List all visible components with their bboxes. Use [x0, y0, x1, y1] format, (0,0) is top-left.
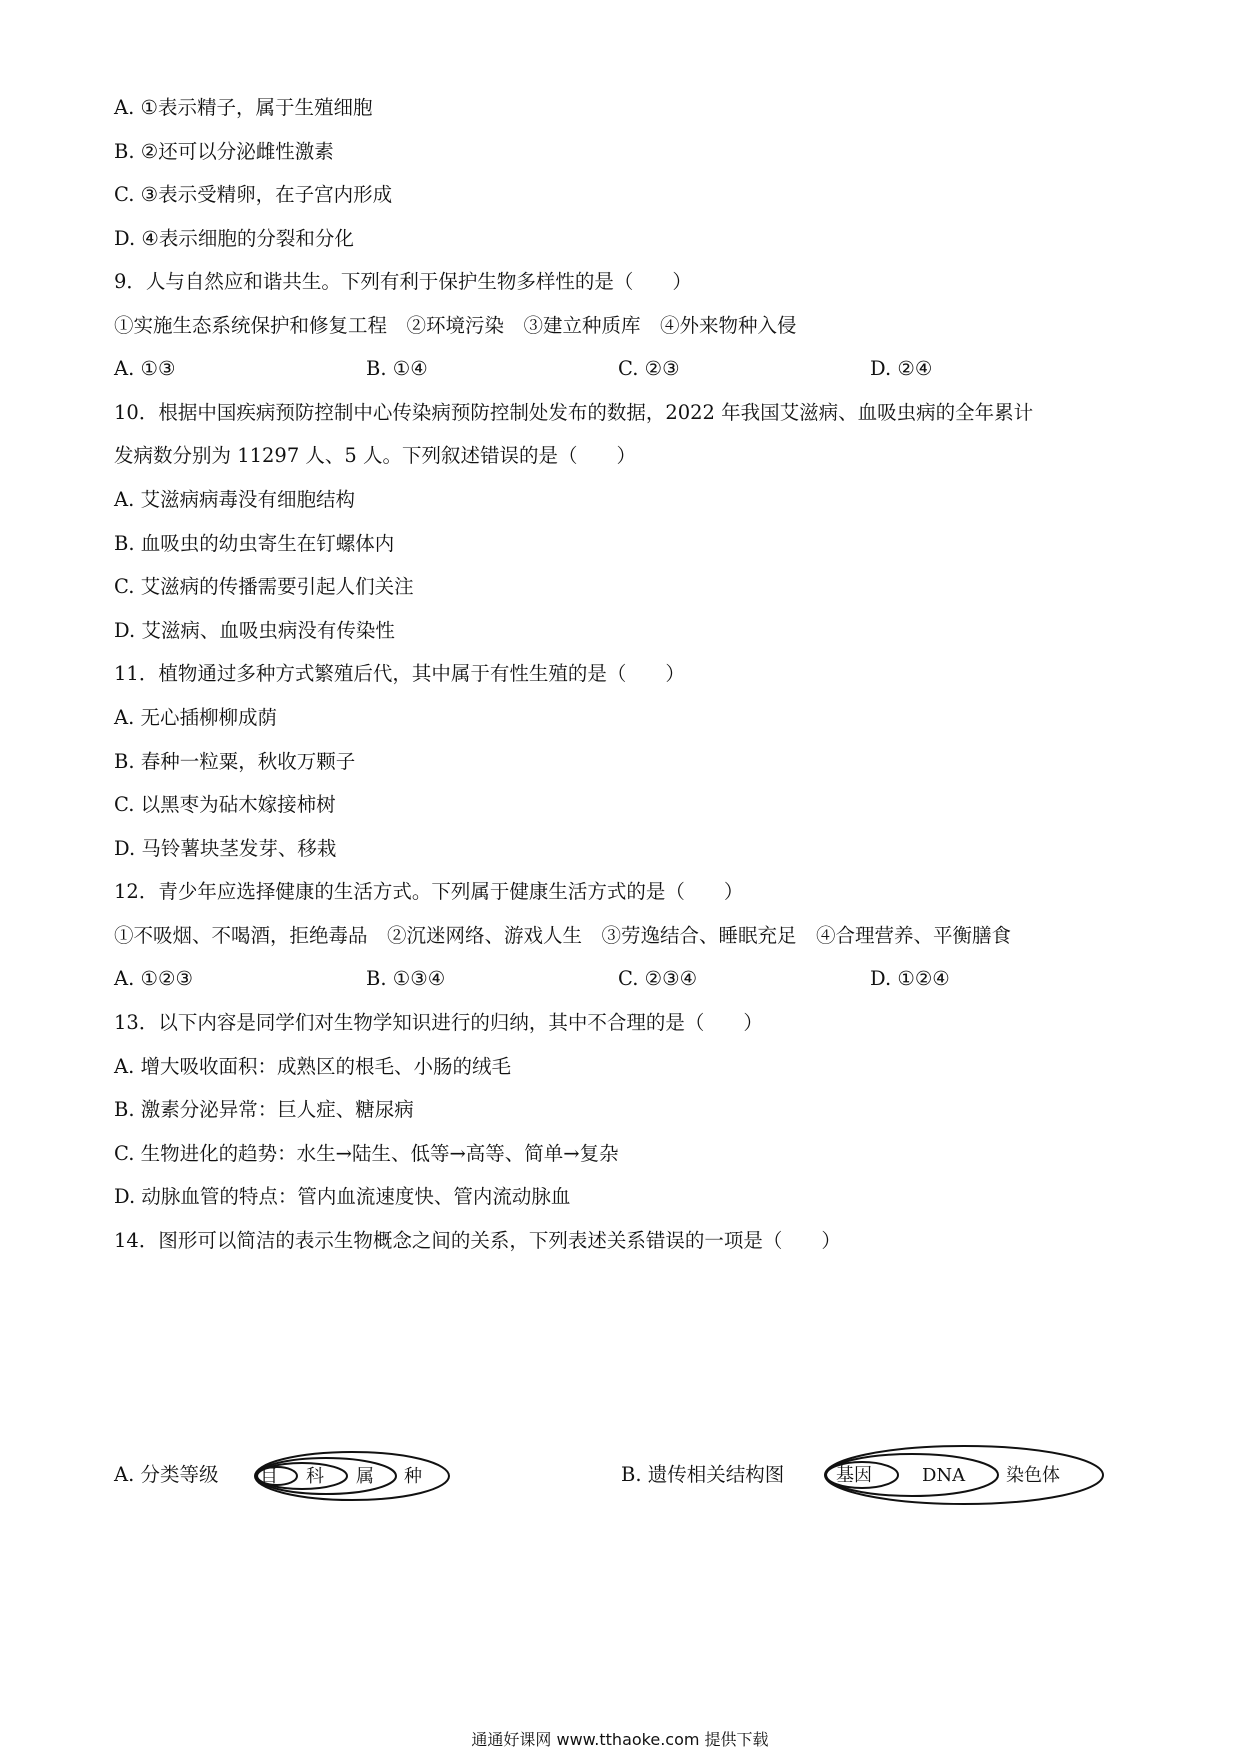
- node-gene: 基因: [836, 1465, 872, 1486]
- q8-option-b: B. ②还可以分泌雌性激素: [114, 140, 334, 163]
- q9-option-d: D. ②④: [870, 357, 933, 380]
- q13-option-c: C. 生物进化的趋势：水生→陆生、低等→高等、简单→复杂: [114, 1142, 619, 1165]
- q8-option-d: D. ④表示细胞的分裂和分化: [114, 227, 354, 250]
- q8-option-a: A. ①表示精子，属于生殖细胞: [114, 96, 373, 119]
- q8-option-c: C. ③表示受精卵，在子宫内形成: [114, 183, 393, 206]
- q13-option-d: D. 动脉血管的特点：管内血流速度快、管内流动脉血: [114, 1185, 571, 1208]
- q9-option-c: C. ②③: [618, 357, 680, 380]
- node-mu: 目: [260, 1466, 278, 1487]
- q12-option-b: B. ①③④: [366, 967, 446, 990]
- q13-option-a: A. 增大吸收面积：成熟区的根毛、小肠的绒毛: [114, 1055, 511, 1078]
- node-zhong: 种: [404, 1466, 422, 1487]
- q11-option-a: A. 无心插柳柳成荫: [114, 706, 277, 729]
- q14-option-a-label: A. 分类等级: [114, 1463, 219, 1486]
- q10-option-c: C. 艾滋病的传播需要引起人们关注: [114, 575, 414, 598]
- q14-option-a-diagram: [252, 1448, 452, 1508]
- q9-option-a: A. ①③: [114, 357, 176, 380]
- q12-option-a: A. ①②③: [114, 967, 193, 990]
- q11-stem: 11．植物通过多种方式繁殖后代，其中属于有性生殖的是（ ）: [114, 662, 685, 685]
- q13-option-b: B. 激素分泌异常：巨人症、糖尿病: [114, 1098, 414, 1121]
- q14-option-b-diagram: [822, 1442, 1106, 1512]
- q12-items: ①不吸烟、不喝酒，拒绝毒品 ②沉迷网络、游戏人生 ③劳逸结合、睡眠充足 ④合理营养、平衡膳食: [114, 924, 1012, 947]
- q12-option-d: D. ①②④: [870, 967, 950, 990]
- page-footer: 通通好课网 www.tthaoke.com 提供下载: [471, 1730, 769, 1749]
- node-shu: 属: [356, 1466, 374, 1487]
- q11-option-d: D. 马铃薯块茎发芽、移栽: [114, 837, 337, 860]
- q9-option-b: B. ①④: [366, 357, 428, 380]
- q10-stem-line1: 10．根据中国疾病预防控制中心传染病预防控制处发布的数据，2022 年我国艾滋病、血吸虫病的全年累计: [114, 401, 1034, 424]
- q12-option-c: C. ②③④: [618, 967, 698, 990]
- q14-option-b-label: B. 遗传相关结构图: [621, 1463, 785, 1486]
- q12-stem: 12．青少年应选择健康的生活方式。下列属于健康生活方式的是（ ）: [114, 880, 744, 903]
- q10-stem-line2: 发病数分别为 11297 人、5 人。下列叙述错误的是（ ）: [114, 444, 637, 467]
- q13-stem: 13．以下内容是同学们对生物学知识进行的归纳，其中不合理的是（ ）: [114, 1011, 763, 1034]
- q10-option-d: D. 艾滋病、血吸虫病没有传染性: [114, 619, 395, 642]
- node-chromosome: 染色体: [1006, 1465, 1060, 1486]
- node-ke: 科: [306, 1466, 324, 1487]
- q11-option-c: C. 以黑枣为砧木嫁接柿树: [114, 793, 336, 816]
- q9-stem: 9．人与自然应和谐共生。下列有利于保护生物多样性的是（ ）: [114, 270, 692, 293]
- q11-option-b: B. 春种一粒粟，秋收万颗子: [114, 750, 356, 773]
- q10-option-b: B. 血吸虫的幼虫寄生在钉螺体内: [114, 532, 395, 555]
- q14-stem: 14．图形可以简洁的表示生物概念之间的关系，下列表述关系错误的一项是（ ）: [114, 1229, 841, 1252]
- q10-option-a: A. 艾滋病病毒没有细胞结构: [114, 488, 355, 511]
- q9-items: ①实施生态系统保护和修复工程 ②环境污染 ③建立种质库 ④外来物种入侵: [114, 314, 797, 337]
- node-dna: DNA: [922, 1465, 966, 1486]
